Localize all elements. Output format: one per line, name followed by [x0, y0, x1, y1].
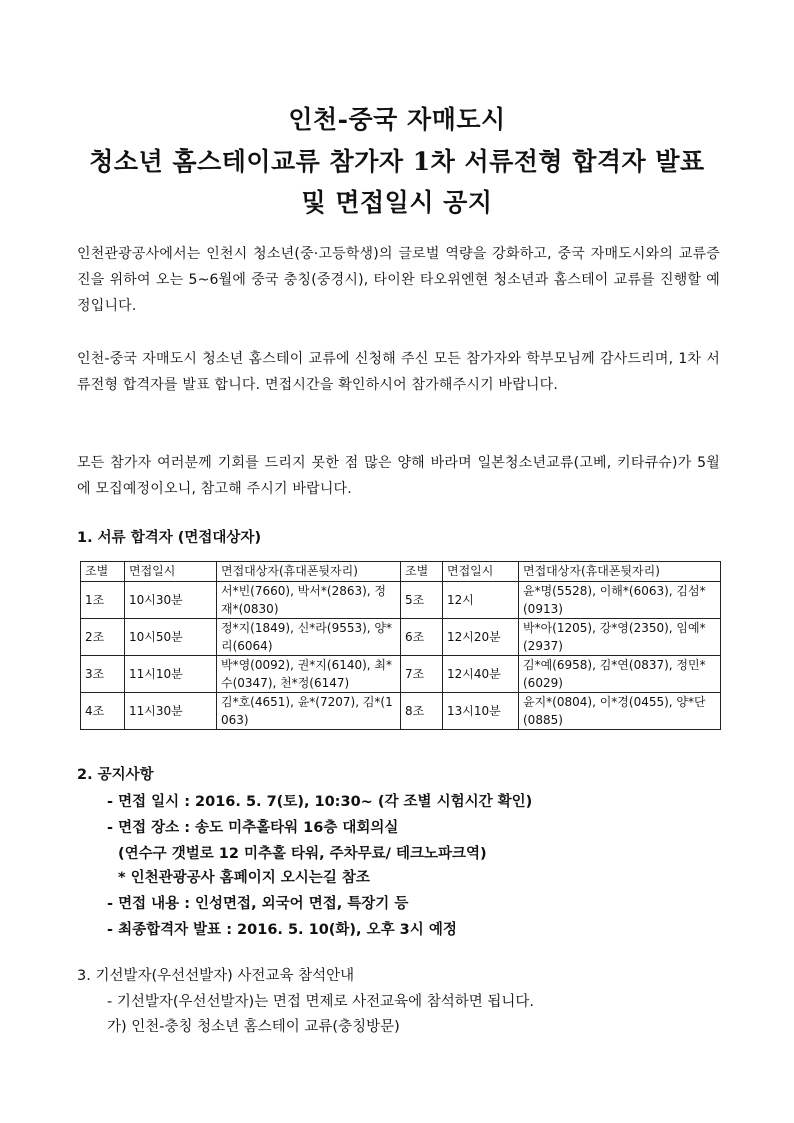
group-cell: 4조 — [81, 693, 125, 730]
document-title-line3: 및 면접일시 공지 — [301, 188, 493, 217]
notice-place-address: (연수구 갯벌로 12 미추홀 타워, 주차무료/ 테크노파크역) — [118, 846, 487, 862]
notice-final-announcement: - 최종합격자 발표 : 2016. 5. 10(화), 오후 3시 예정 — [107, 922, 457, 938]
column-header-candidates: 면접대상자(휴대폰뒷자리) — [217, 562, 401, 582]
time-cell: 10시30분 — [125, 582, 217, 619]
group-cell: 3조 — [81, 656, 125, 693]
column-header-group: 조별 — [81, 562, 125, 582]
apology-paragraph: 모든 참가자 여러분께 기회를 드리지 못한 점 많은 양해 바라며 일본청소년교류(고베, 키타큐슈)가 5월에 모집예정이오니, 참고해 주시기 바랍니다. — [77, 455, 720, 497]
time-cell: 10시50분 — [125, 619, 217, 656]
intro-paragraph: 인천관광공사에서는 인천시 청소년(중·고등학생)의 글로벌 역량을 강화하고, 중국 자매도시와의 교류증진을 위하여 오는 5~6월에 중국 충칭(중경시), 타이완 타오위엔현 청소년과 홈스테이 교류를 진행할 예정입니다. — [77, 246, 720, 314]
section2-heading: 2. 공지사항 — [77, 767, 154, 783]
time-cell: 11시30분 — [125, 693, 217, 730]
section3-heading: 3. 기선발자(우선선발자) 사전교육 참석안내 — [77, 968, 355, 984]
column-header-group: 조별 — [401, 562, 443, 582]
candidates-cell: 서*빈(7660), 박서*(2863), 정재*(0830) — [217, 582, 401, 619]
notice-interview-content: - 면접 내용 : 인성면접, 외국어 면접, 특장기 등 — [107, 896, 409, 912]
time-cell: 12시40분 — [443, 656, 519, 693]
preselected-subitem: 가) 인천-충칭 청소년 홈스테이 교류(충칭방문) — [107, 1019, 400, 1035]
column-header-time: 면접일시 — [125, 562, 217, 582]
table-row — [81, 656, 721, 693]
candidates-cell: 박*영(0092), 권*지(6140), 최*수(0347), 천*정(6147) — [217, 656, 401, 693]
time-cell: 12시20분 — [443, 619, 519, 656]
preselected-note: - 기선발자(우선선발자)는 면접 면제로 사전교육에 참석하면 됩니다. — [107, 994, 534, 1010]
notice-interview-place: - 면접 장소 : 송도 미추홀타워 16층 대회의실 — [107, 820, 399, 836]
group-cell: 7조 — [401, 656, 443, 693]
group-cell: 2조 — [81, 619, 125, 656]
candidates-cell: 윤지*(0804), 이*경(0455), 양*단(0885) — [519, 693, 721, 730]
table-row — [81, 619, 721, 656]
notice-interview-date: - 면접 일시 : 2016. 5. 7(토), 10:30~ (각 조별 시험시간 확인) — [107, 794, 533, 810]
group-cell: 5조 — [401, 582, 443, 619]
candidates-table — [80, 561, 721, 730]
document-title-line2: 청소년 홈스테이교류 참가자 1차 서류전형 합격자 발표 — [89, 147, 705, 176]
thanks-paragraph: 인천-중국 자매도시 청소년 홈스테이 교류에 신청해 주신 모든 참가자와 학부모님께 감사드리며, 1차 서류전형 합격자를 발표 합니다. 면접시간을 확인하시어 참가해주시기 바랍니다. — [77, 351, 720, 393]
column-header-time: 면접일시 — [443, 562, 519, 582]
time-cell: 13시10분 — [443, 693, 519, 730]
table-row — [81, 693, 721, 730]
group-cell: 8조 — [401, 693, 443, 730]
candidates-cell: 김*호(4651), 윤*(7207), 김*(1063) — [217, 693, 401, 730]
time-cell: 12시 — [443, 582, 519, 619]
document-title-line1: 인천-중국 자매도시 — [288, 105, 506, 134]
candidates-cell: 정*지(1849), 신*라(9553), 양*리(6064) — [217, 619, 401, 656]
table-row — [81, 582, 721, 619]
notice-place-reference: * 인천관광공사 홈페이지 오시는길 참조 — [118, 870, 370, 886]
group-cell: 1조 — [81, 582, 125, 619]
candidates-cell: 윤*명(5528), 이해*(6063), 김섬*(0913) — [519, 582, 721, 619]
table-header-row — [81, 562, 721, 582]
time-cell: 11시10분 — [125, 656, 217, 693]
section1-heading: 1. 서류 합격자 (면접대상자) — [77, 530, 262, 546]
group-cell: 6조 — [401, 619, 443, 656]
column-header-candidates: 면접대상자(휴대폰뒷자리) — [519, 562, 721, 582]
candidates-cell: 박*아(1205), 강*영(2350), 임예*(2937) — [519, 619, 721, 656]
candidates-cell: 김*예(6958), 김*연(0837), 정민*(6029) — [519, 656, 721, 693]
